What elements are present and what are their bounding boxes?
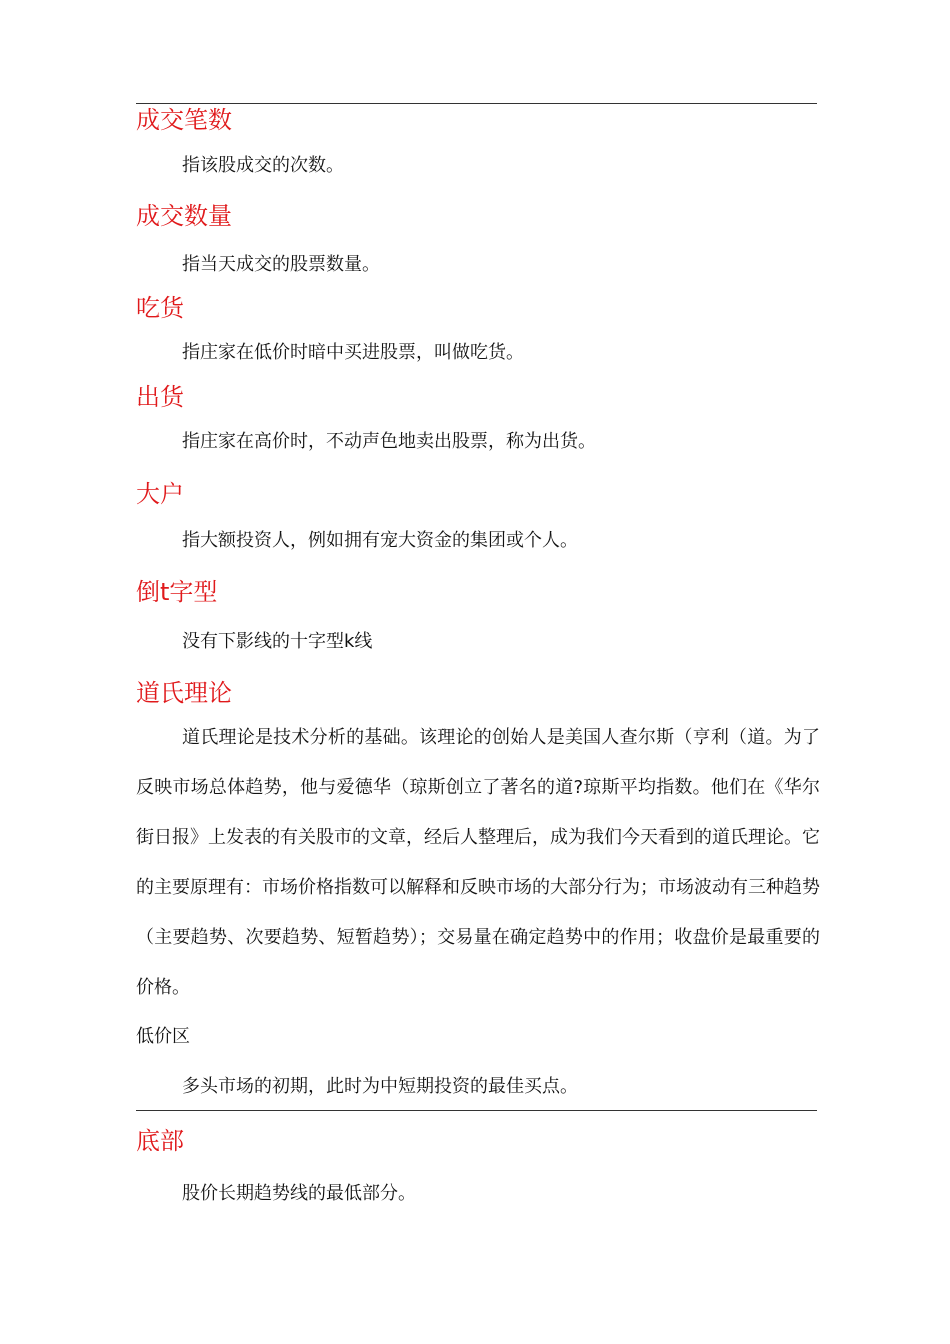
section-rule (136, 1110, 817, 1111)
term-heading: 成交笔数 (136, 106, 232, 134)
term-heading: 大户 (136, 480, 184, 508)
term-definition: 指庄家在低价时暗中买进股票，叫做吃货。 (182, 342, 524, 363)
term-heading: 成交数量 (136, 202, 232, 230)
term-definition: 股价长期趋势线的最低部分。 (182, 1183, 416, 1204)
term-definition: 指当天成交的股票数量。 (182, 254, 380, 275)
term-definition: 多头市场的初期，此时为中短期投资的最佳买点。 (182, 1076, 578, 1097)
term-heading: 出货 (136, 383, 184, 411)
term-definition: 指庄家在高价时，不动声色地卖出股票，称为出货。 (182, 431, 596, 452)
top-rule (136, 103, 817, 104)
term-definition-paragraph: 道氏理论是技术分析的基础。该理论的创始人是美国人查尔斯（亨利（道。为了反映市场总体趋势，他与爱德华（琼斯创立了著名的道?琼斯平均指数。他们在《华尔街日报》上发表的有关股市的文章，经后人整理后，成为我们今天看到的道氏理论。它的主要原理有：市场价格指数可以解释和反映市场的大部分行为；市场波动有三种趋势（主要趋势、次要趋势、短暂趋势）；交易量在确定趋势中的作用；收盘价是最重要的价格。 (136, 727, 820, 998)
term-heading: 倒t字型 (136, 578, 218, 606)
term-heading: 底部 (136, 1127, 184, 1155)
term-definition: 没有下影线的十字型k线 (182, 631, 373, 652)
term-heading: 道氏理论 (136, 679, 232, 707)
term-definition: 指大额投资人，例如拥有宠大资金的集团或个人。 (182, 530, 578, 551)
term-definition: 指该股成交的次数。 (182, 155, 344, 176)
term-label: 低价区 (136, 1026, 190, 1047)
term-heading: 吃货 (136, 294, 184, 322)
